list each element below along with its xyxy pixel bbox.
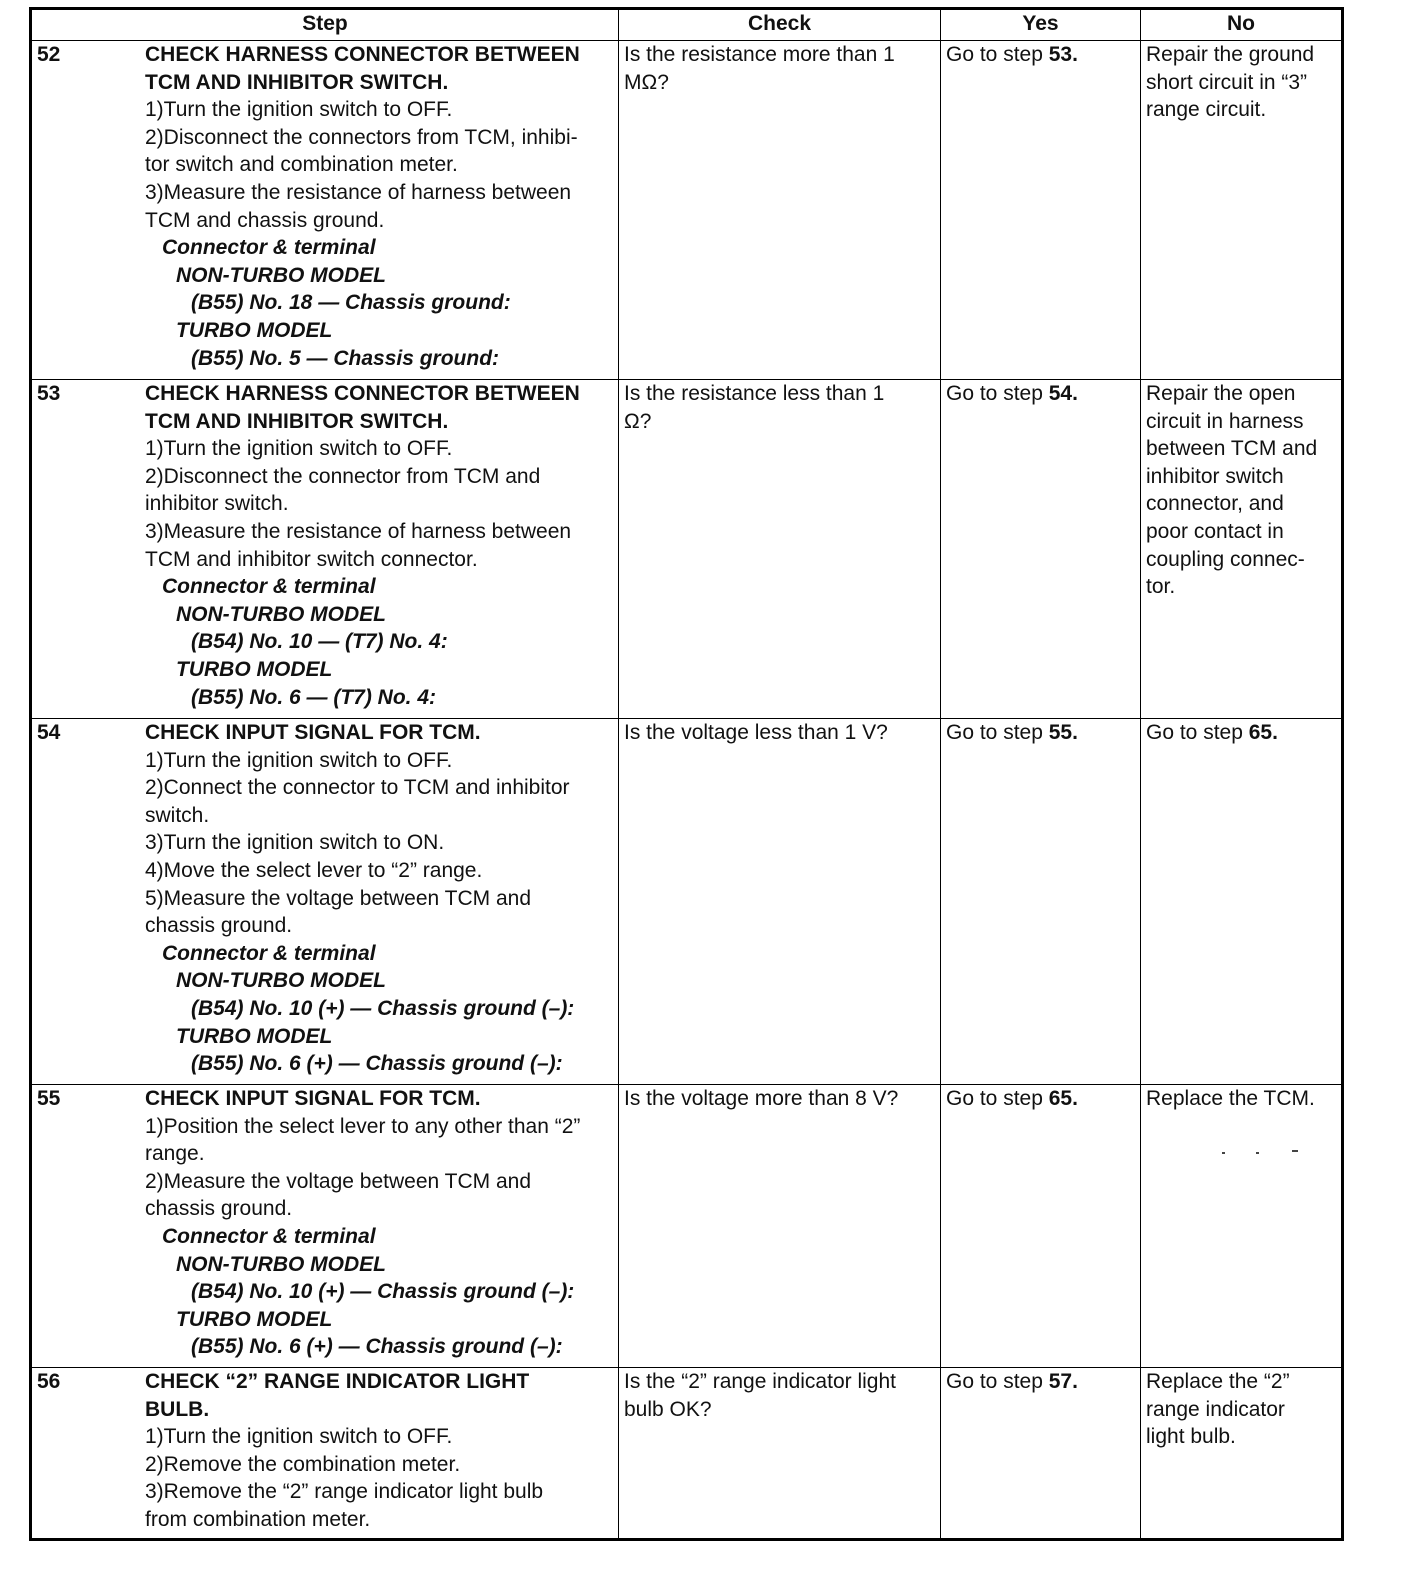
instruction-line: chassis ground. xyxy=(145,1197,293,1221)
no-line: connector, and xyxy=(1146,492,1284,516)
check-cell xyxy=(619,380,941,719)
no-line: coupling connec- xyxy=(1146,547,1305,571)
instruction-line: switch. xyxy=(145,803,210,827)
check-line: Is the “2” range indicator light xyxy=(624,1370,896,1393)
header-no: No xyxy=(1141,9,1343,41)
step-title-line: CHECK “2” RANGE INDICATOR LIGHT xyxy=(145,1370,530,1393)
no-line: between TCM and xyxy=(1146,437,1318,461)
yes-cell xyxy=(941,719,1141,1085)
connector-label: Connector & terminal xyxy=(162,575,376,599)
nonturbo-terminal: (B55) No. 18 — Chassis ground: xyxy=(191,291,511,315)
diagnostic-table xyxy=(29,7,1344,1541)
instruction-line: 1)Position the select lever to any other than “2” xyxy=(145,1114,581,1138)
check-cell xyxy=(619,719,941,1085)
instruction-line: 2)Remove the combination meter. xyxy=(145,1452,461,1476)
yes-prefix: Go to step xyxy=(946,43,1049,66)
table-row xyxy=(31,1085,1343,1368)
yes-step-link: 57. xyxy=(1048,1370,1078,1393)
nonturbo-terminal: (B54) No. 10 (+) — Chassis ground (–): xyxy=(191,996,575,1020)
turbo-label: TURBO MODEL xyxy=(176,657,333,681)
step-title-line: CHECK HARNESS CONNECTOR BETWEEN xyxy=(145,382,580,405)
table-row xyxy=(31,41,1343,380)
yes-cell xyxy=(941,1368,1141,1540)
scan-artifact xyxy=(1292,1150,1298,1152)
step-cell xyxy=(31,719,619,1085)
step-title-line: CHECK HARNESS CONNECTOR BETWEEN xyxy=(145,43,580,66)
header-step: Step xyxy=(31,9,619,41)
instruction-line: range. xyxy=(145,1142,205,1166)
no-prefix: Go to step xyxy=(1146,721,1249,744)
turbo-label: TURBO MODEL xyxy=(176,318,333,342)
yes-prefix: Go to step xyxy=(946,382,1049,405)
check-line: Ω? xyxy=(624,409,652,433)
check-cell xyxy=(619,41,941,380)
yes-step-link: 53. xyxy=(1048,43,1078,66)
instruction-line: 2)Disconnect the connector from TCM and xyxy=(145,464,541,488)
step-number: 54 xyxy=(37,721,61,744)
turbo-terminal: (B55) No. 5 — Chassis ground: xyxy=(191,346,500,370)
no-cell xyxy=(1141,1085,1343,1368)
yes-prefix: Go to step xyxy=(946,1370,1049,1393)
no-cell xyxy=(1141,1368,1343,1540)
no-line: light bulb. xyxy=(1146,1425,1236,1449)
step-number: 53 xyxy=(37,382,61,405)
scan-artifact xyxy=(1222,1152,1225,1154)
no-line: Repair the open xyxy=(1146,382,1296,405)
step-number: 55 xyxy=(37,1087,61,1110)
check-cell xyxy=(619,1085,941,1368)
table-row xyxy=(31,719,1343,1085)
instruction-line: TCM and inhibitor switch connector. xyxy=(145,547,478,571)
step-cell xyxy=(31,1085,619,1368)
header-yes: Yes xyxy=(941,9,1141,41)
instruction-line: 1)Turn the ignition switch to OFF. xyxy=(145,748,453,772)
nonturbo-label: NON-TURBO MODEL xyxy=(176,969,386,993)
instruction-line: 3)Remove the “2” range indicator light bulb xyxy=(145,1480,544,1504)
connector-label: Connector & terminal xyxy=(162,1224,376,1248)
step-number: 56 xyxy=(37,1370,61,1393)
instruction-line: 3)Measure the resistance of harness between xyxy=(145,180,572,204)
check-line: MΩ? xyxy=(624,70,669,94)
no-step-link: 65. xyxy=(1248,721,1278,744)
instruction-line: 3)Turn the ignition switch to ON. xyxy=(145,831,445,855)
yes-cell xyxy=(941,1085,1141,1368)
turbo-terminal: (B55) No. 6 (+) — Chassis ground (–): xyxy=(191,1335,563,1359)
no-line: short circuit in “3” xyxy=(1146,70,1308,94)
step-title-line: TCM AND INHIBITOR SWITCH. xyxy=(145,409,449,433)
step-number: 52 xyxy=(37,43,61,66)
step-cell xyxy=(31,1368,619,1540)
nonturbo-terminal: (B54) No. 10 (+) — Chassis ground (–): xyxy=(191,1280,575,1304)
instruction-line: inhibitor switch. xyxy=(145,492,289,516)
no-line: inhibitor switch xyxy=(1146,464,1284,488)
turbo-label: TURBO MODEL xyxy=(176,1307,333,1331)
check-line: Is the voltage less than 1 V? xyxy=(624,721,888,744)
turbo-terminal: (B55) No. 6 (+) — Chassis ground (–): xyxy=(191,1052,563,1076)
check-line: Is the resistance more than 1 xyxy=(624,43,895,66)
no-line: Replace the TCM. xyxy=(1146,1087,1315,1110)
nonturbo-terminal: (B54) No. 10 — (T7) No. 4: xyxy=(191,630,448,654)
instruction-line: 4)Move the select lever to “2” range. xyxy=(145,858,483,882)
yes-prefix: Go to step xyxy=(946,1087,1049,1110)
check-cell xyxy=(619,1368,941,1540)
instruction-line: 2)Disconnect the connectors from TCM, inhibi- xyxy=(145,125,578,149)
connector-label: Connector & terminal xyxy=(162,941,376,965)
no-line: range indicator xyxy=(1146,1397,1285,1421)
instruction-line: 3)Measure the resistance of harness between xyxy=(145,519,572,543)
no-line: Replace the “2” xyxy=(1146,1370,1290,1393)
step-title-line: CHECK INPUT SIGNAL FOR TCM. xyxy=(145,721,481,744)
no-line: range circuit. xyxy=(1146,98,1267,122)
check-line: bulb OK? xyxy=(624,1397,712,1421)
instruction-line: 5)Measure the voltage between TCM and xyxy=(145,886,531,910)
yes-step-link: 55. xyxy=(1048,721,1078,744)
no-line: Repair the ground xyxy=(1146,43,1315,66)
header-check: Check xyxy=(619,9,941,41)
no-line: circuit in harness xyxy=(1146,409,1304,433)
step-title-line: CHECK INPUT SIGNAL FOR TCM. xyxy=(145,1087,481,1110)
scan-artifact xyxy=(1256,1152,1259,1154)
table-row xyxy=(31,1368,1343,1540)
instruction-line: 2)Measure the voltage between TCM and xyxy=(145,1169,531,1193)
instruction-line: chassis ground. xyxy=(145,914,293,938)
yes-step-link: 54. xyxy=(1048,382,1078,405)
turbo-terminal: (B55) No. 6 — (T7) No. 4: xyxy=(191,685,437,709)
step-cell xyxy=(31,380,619,719)
instruction-line: 1)Turn the ignition switch to OFF. xyxy=(145,98,453,122)
instruction-line: 1)Turn the ignition switch to OFF. xyxy=(145,437,453,461)
header-row xyxy=(31,9,1343,41)
no-cell xyxy=(1141,41,1343,380)
no-line: tor. xyxy=(1146,575,1176,599)
turbo-label: TURBO MODEL xyxy=(176,1024,333,1048)
instruction-line: TCM and chassis ground. xyxy=(145,208,385,232)
yes-step-link: 65. xyxy=(1048,1087,1078,1110)
yes-cell xyxy=(941,41,1141,380)
check-line: Is the voltage more than 8 V? xyxy=(624,1087,899,1110)
no-line: poor contact in xyxy=(1146,519,1284,543)
nonturbo-label: NON-TURBO MODEL xyxy=(176,1252,386,1276)
instruction-line: from combination meter. xyxy=(145,1507,371,1531)
check-line: Is the resistance less than 1 xyxy=(624,382,885,405)
table-row xyxy=(31,380,1343,719)
yes-cell xyxy=(941,380,1141,719)
step-title-line: BULB. xyxy=(145,1397,210,1421)
instruction-line: 1)Turn the ignition switch to OFF. xyxy=(145,1425,453,1449)
step-cell xyxy=(31,41,619,380)
instruction-line: tor switch and combination meter. xyxy=(145,153,458,177)
no-cell xyxy=(1141,719,1343,1085)
no-cell xyxy=(1141,380,1343,719)
yes-prefix: Go to step xyxy=(946,721,1049,744)
step-title-line: TCM AND INHIBITOR SWITCH. xyxy=(145,70,449,94)
nonturbo-label: NON-TURBO MODEL xyxy=(176,602,386,626)
nonturbo-label: NON-TURBO MODEL xyxy=(176,263,386,287)
instruction-line: 2)Connect the connector to TCM and inhibitor xyxy=(145,776,570,800)
connector-label: Connector & terminal xyxy=(162,236,376,260)
